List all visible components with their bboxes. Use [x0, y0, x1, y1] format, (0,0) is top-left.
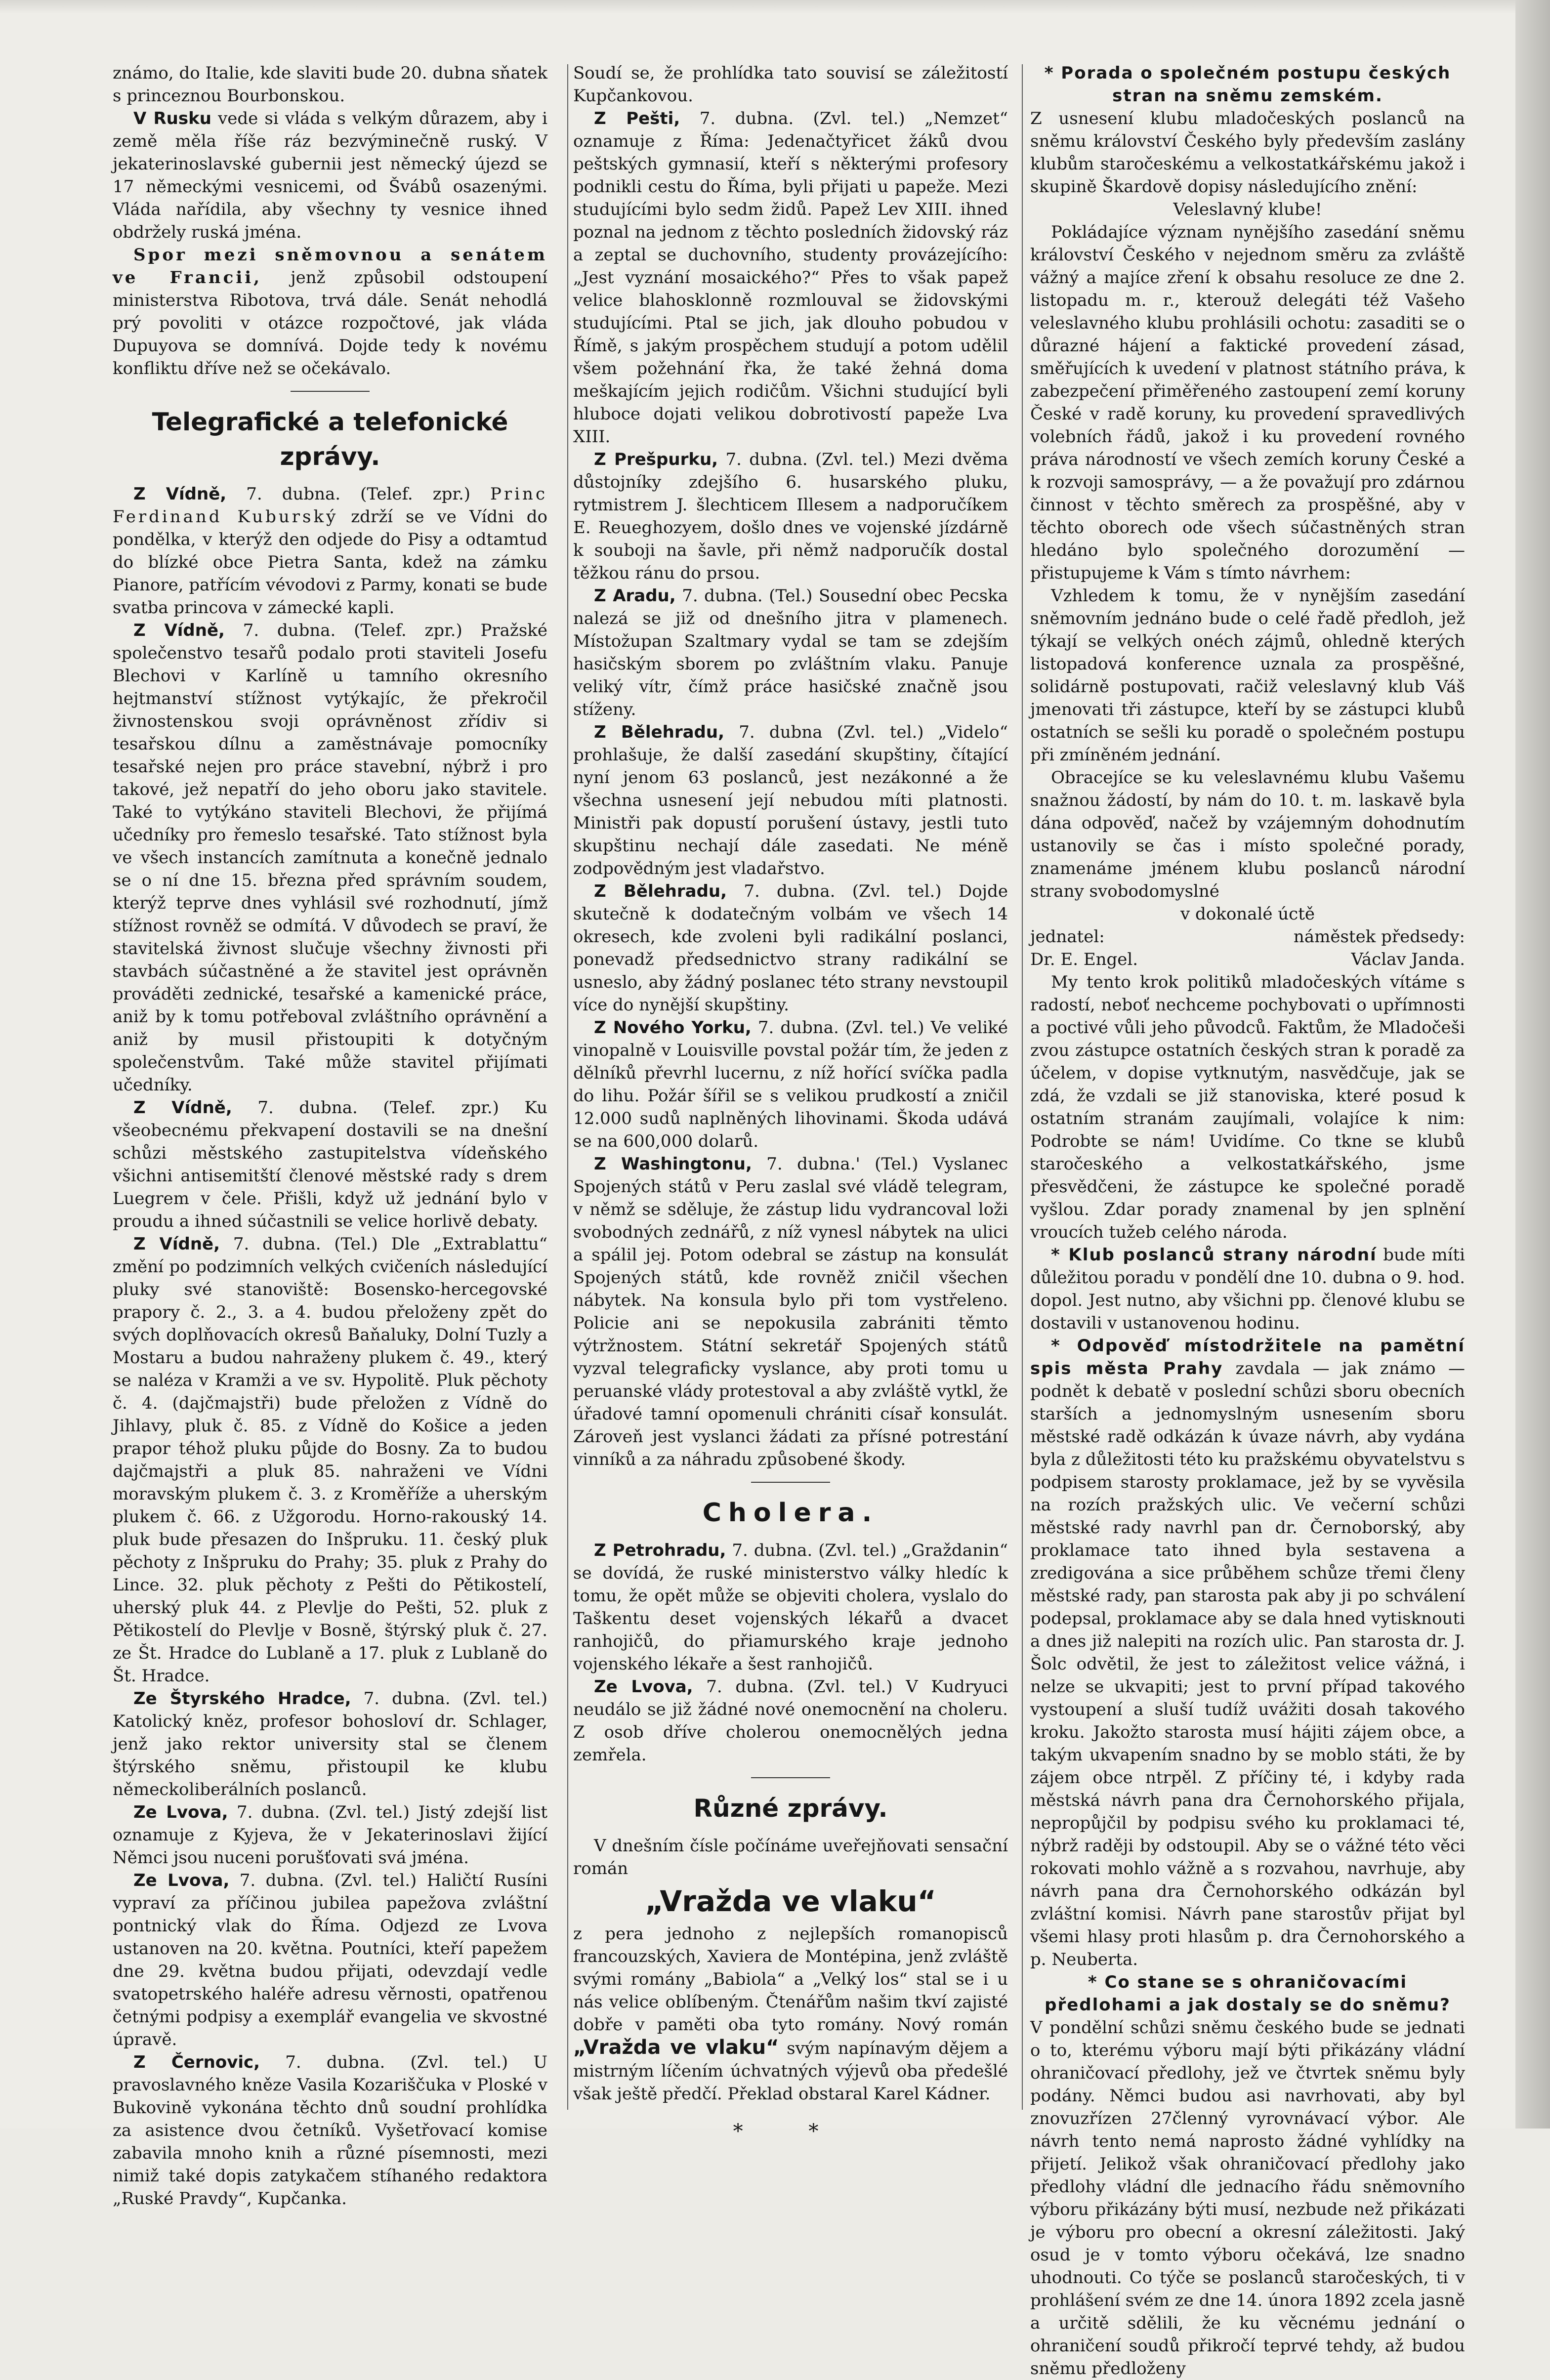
letter-signature-names: Dr. E. Engel. Václav Janda. — [1030, 950, 1465, 969]
closing-stars: * * — [733, 2120, 848, 2143]
scan-right-edge — [1515, 0, 1550, 2129]
telegram-1: Z Vídně, 7. dubna. (Telef. zpr.) Princ Ferdinand Kuburský zdrží se ve Vídni do pondělka, v kterýž den odjede do Pisy a odtamtud do blízké obce Pietra Santa, kdež na zámku Pianore, patřícím vévodovi z Parmy, konati se bude svatba princova v zámecké kapli. — [113, 484, 547, 618]
cholera-lvov: Ze Lvova, 7. dubna. (Zvl. tel.) V Kudryuci neudálo se již žádné nové onemocnění na choleru. Z osob dříve cholerou onemocnělých jedna zemřela. — [573, 1677, 1008, 1765]
telegram-presspurk: Z Prešpurku, 7. dubna. (Zvl. tel.) Mezi dvěma důstojníky zdejšího 6. husarského pluku, rytmistrem J. šlechticem Illesem a nadporučíkem E. Reueghozyem, došlo dnes ve vojenské jízdárně k souboji na šavle, při němž nadporučík dostal těžkou ránu do prsou. — [573, 450, 1008, 583]
column-divider-1 — [567, 64, 568, 2110]
letter-body-1: Pokládajíce význam nynějšího zasedání sněmu království Českého v nejednom směru za zvláště vážný a majíce zření k obsahu resoluce ze dne 2. listopadu m. r., kterouž delegáti též Vašeho veleslavného klubu prohlásili ochotu: zasaditi se o důrazné hájení a faktické provedení zásad, směřujících k uvedení v platnost státního práva, k zabezpečení přiměřeného zastoupení zemí koruny České v radě koruny, ku provedení spravedlivých volebních řádů, jakož i ku provedení rovného práva národností ve všech zemích koruny České a k rozvoji samosprávy, — a že považují pro zdárnou činnost v těchto směrech za prospěšné, aby v těchto oborech ode všech súčastněných stran hledáno bylo společného dorozumění — přistupujeme k Vám s tímto návrhem: — [1030, 222, 1465, 583]
dateline: V Rusku — [133, 109, 211, 128]
telegram-4: Z Vídně, 7. dubna. (Tel.) Dle „Extrablattu“ změní po podzimních velkých cvičeních následující pluky své stanoviště: Bosensko-hercegovské prapory č. 2., 3. a 4. budou přeloženy zpět do svých doplňovacích okresů Baňaluky, Dolní Tuzly a Mostaru a budou nahraženy plukem č. 49., který se naléza v Kramži a ve sv. Hypolitě. Pluk pěchoty č. 4. (dajčmajstři) bude přeložen z Vídně do Jihlavy, pluk č. 85. z Vídně do Košice a jeden prapor téhož pluku půjde do Bosny. Za to budou dajčmajstři a pluk 85. nahraženi ve Vídni moravským plukem č. 3. z Kroměříže a uherským plukem č. 66. z Užgorodu. Horno-rakouský 14. pluk bude přesazen do Inšpruku. 11. český pluk pěchoty z Inšpruku do Prahy; 35. pluk z Prahy do Lince. 32. pluk pěchoty z Pešti do Pětikostelí, uherský pluk 44. z Plevlje do Pešti, 52. pluk z Pětikostelí do Plevlje v Bosně, štýrský pluk č. 27. ze Št. Hradce do Lublaně a 17. pluk z Lublaně do Št. Hradce. — [113, 1234, 547, 1686]
telegram-pest: Z Pešti, 7. dubna. (Zvl. tel.) „Nemzet“ oznamuje z Říma: Jedenačtyřicet žáků dvou peštských gymnasií, kteří s některými profesory podnikli cestu do Říma, byli přijati u papeže. Mezi studujícími bylo sedm židů. Papež Lev XIII. ihned poznal na jednom z těchto posledních židovský ráz a zeptal se duchovního, studenty provázejícího: „Jest vyznání mosaického?“ Přes to však papež velice blahosklonně rozmlouval se židovskými studujícími. Ptal se jich, jak dlouho pobudou v Římě, s jakým prospěchem studují a potom udělil všem požehnání řka, že také žehná doma meškajícím jejich rodičům. Všichni studující byli hluboce dojati velikou dobrotivostí papeže Lva XIII. — [573, 109, 1008, 447]
editorial-comment: My tento krok politiků mladočeských vítáme s radostí, neboť nechceme pochybovati o upřímnosti a poctivé vůli jeho původců. Faktům, že Mladočeši zvou zástupce ostatních českých stran k poradě za účelem, v dopise vytknutým, nasvědčuje, jak se zdá, že vzdali se již stanoviska, které posud k ostatním stranám zaujímali, volajíce k nim: Podrobte se nám! Uvidíme. Co tkne se klubů staročeského a velkostatkářského, jsme přesvědčeni, že zástupce ke společné poradě vyšlou. Zdar porady znamenal by jen splnění vroucích tužeb celého národa. — [1030, 972, 1465, 1242]
divider — [751, 1482, 830, 1483]
article-continuation: Soudí se, že prohlídka tato souvisí se záležitostí Kupčankovou. — [573, 63, 1008, 106]
telegram-arad: Z Aradu, 7. dubna. (Tel.) Sousední obec Pecska nalezá se již od dnešního jitra v plamenech. Místožupan Szaltmary vydal se tam se zdejším hasičským sborem po zvláštním vlaku. Panuje veliký vítr, čímž práce hasičské značně jsou stíženy. — [573, 586, 1008, 719]
misc-text-2: z pera jednoho z nejlepších romanopisců francouzských, Xaviera de Montépina, jenž zvláště svými romány „Babiola“ a „Velký los“ stal se i u nás velice oblíbeným. Čtenářům našim tkví zajisté dobře v paměti oba tyto romány. Nový román „Vražda ve vlaku“ svým napínavým dějem a mistrným líčením úchvatných výjevů oba předešlé však ještě předčí. Překlad obstaral Karel Kádner. — [573, 1924, 1008, 2104]
telegram-washington: Z Washingtonu, 7. dubna.' (Tel.) Vyslanec Spojených států v Peru zaslal své vládě telegram, v němž se sděluje, že zástup lidu vydrancoval loži svobodných zednářů, z níž vynesl nábytek na ulici a spálil jej. Potom odebral se zástup na konsulát Spojených států, kde rovněž zničil všechen nábytek. Na konsula bylo při tom vystřeleno. Policie ani se nepokusila zabrániti těmto výtržnostem. Státní sekretář Spojených států vyzval telegraficky vyslance, aby proti tomu u peruanské vlády protestoval a aby zvláště vytkl, že úřadové tamní opomenuli chrániti císař konsulát. Zároveň jest vyslanci žádati za přísné potrestání vinníků a za náhradu způsobené škody. — [573, 1154, 1008, 1469]
section-title-cholera: Cholera. — [702, 1498, 879, 1528]
divider — [751, 1777, 830, 1778]
section-title-misc: Různé zprávy. — [693, 1794, 888, 1823]
divider — [291, 391, 370, 392]
article-boundary-bills: V pondělní schůzi sněmu českého bude se jednati o to, kterému výboru mají býti přikázány vládní ohraničovací předlohy, jež ve čtvrtek sněmu byly podány. Němci budou asi navrhovati, aby byl znovuzřízen 27členný vyrovnávací výbor. Ale návrh tento nemá naprosto žádné vyhlídky na přijetí. Jelikož však ohraničovací předlohy jako předlohy vládní dle jednacího řádu sněmovního výboru přikázány býti musí, nezbude než přikázati je výboru pro obecní a okresní záležitosti. Jaký osud je v tomto výboru očekává, lze snadno uhodnouti. Co týče se poslanců staročeských, ti v prohlášení svém ze dne 14. února 1892 zcela jasně a určitě sdělili, že ku věcnému jednání o ohraničení soudů přikročí teprvé tehdy, až budou sněmu předloženy — [1030, 2018, 1465, 2379]
heading-joint-action: * Porada o společném postupu českých stran na sněmu zemském. — [1044, 63, 1451, 106]
telegram-new-york: Z Nového Yorku, 7. dubna. (Zvl. tel.) Ve veliké vinopalně v Louisville povstal požár tím, že jeden z dělníků převrhl lucernu, z níž hořící svíčka padla do lihu. Požár šířil se s velikou prudkostí a zničil 12.000 sudů naplněných lihovinami. Škoda udává se na 600,000 dolarů. — [573, 1018, 1008, 1151]
letter-regards: v dokonalé úctě — [1180, 904, 1315, 924]
telegram-6: Ze Lvova, 7. dubna. (Zvl. tel.) Jistý zdejší list oznamuje z Kyjeva, že v Jekaterinoslavi žijící Němci jsou nuceni porušťovati svá jména. — [113, 1802, 548, 1868]
novel-title: „Vražda ve vlaku“ — [645, 1884, 936, 1918]
letter-body-2: Vzhledem k tomu, že v nynějším zasedání sněmovním jednáno bude o celé řadě předloh, jež týkají se velkých onéch zájmů, ohledně kterých listopadová konference uznala za prospěšné, solidárně postupovati, račiž veleslavný klub Váš jmenovati tři zástupce, kteří by se zástupci klubů ostatních se sešli ku poradě o společném postupu při zmíněném jednání. — [1030, 586, 1465, 765]
column-2 — [573, 62, 1008, 2143]
article-joint-intro: Z usnesení klubu mladočeských poslanců na sněmu království Českého byly především zaslány klubům staročeskému a velkostatkářskému jakož i skupině Škardově dopisy následujícího znění: — [1030, 109, 1465, 197]
article-governor-reply: * Odpověď místodržitele na pamětní spis města Prahy zavdala — jak známo — podnět k debatě v poslední schůzi sboru obecních starších a jednomyslným usnesením sboru městské radě odkázán k úvaze návrh, aby vydána byla z důležitosti této ku pražskému obyvatelstvu s podpisem starosty proklamace, jež by se vyvěsila na rozích pražských ulic. Ve večerní schůzi městské rady navrhl pan dr. Černoborský, aby proklamace tato ihned byla sestavena a zredigována a sice průběhem schůze třemi členy městské rady, pan starosta pak aby ji po schválení podepsal, proklamace aby se dala hned vytisknouti a dnes již nalepiti na rozích ulic. Pan starosta dr. J. Šolc odvětil, že jest to záležitost velice vážná, i nelze se ukvapiti; jest to první případ takového vystoupení a sluší tudíž uvážiti dosah takového kroku. Jakožto starosta musí hájiti zájem obce, a takým ukvapením snadno by se moblo státi, že by zájem obce ntrpěl. Z příčiny té, i kdyby rada městská návrh pana dra Černohorského přijala, nepropůjčil by podpisu svého ku proklamaci té, nýbrž raději by odstoupil. Aby se o vážné této věci rokovati mohlo vážně a s rozvahou, navrhuje, aby návrh pana dra Černohorského odkázán byl zvláštní komisi. Návrh pane starostův přijat byl všemi hlasy proti hlasům p. dra Černohorského a p. Neuberta. — [1030, 1336, 1465, 1969]
telegram-2: Z Vídně, 7. dubna. (Telef. zpr.) Pražské společenstvo tesařů podalo proti staviteli Josefu Blechovi v Karlíně u tamního okresního hejtmanství stížnost vytýkajíc, že překročil živnostenskou svoji oprávněnost zřídiv si tesařskou dílnu a zaměstnávaje pomocníky tesařské nejen pro práce stavební, nýbrž i pro takové, jež nepatří do jeho oboru jako stavitele. Také to vytýkáno staviteli Blechovi, že přijímá učedníky pro řemeslo tesařské. Tato stížnost byla ve všech instancích zamítnuta a konečně jednalo se o ní dne 15. března před správním soudem, kterýž teprve dnes vyhlásil své rozhodnutí, jímž stížnost rovněž se odmítá. V důvodech se praví, že stavitelská živnost slučuje všechny živnosti při stavbách súčastněné a že stavitel jest oprávněn prováděti zednické, tesařské a kamenické práce, aniž by k tomu potřeboval zvláštního oprávnění a aniž by musil přistoupiti k dotyčným společenstvům. Také může stavitel přijímati učedníky. — [113, 621, 548, 1095]
column-3 — [1030, 62, 1465, 2379]
telegram-belgrade-2: Z Bělehradu, 7. dubna. (Zvl. tel.) Dojde skutečně k dodatečným volbám ve všech 14 okresech, kde zvoleni byli radikální poslanci, ponevadž předsednictvo strany radikální se usneslo, aby žádný poslanec této strany nevstoupil více do nynější skupštiny. — [573, 881, 1008, 1015]
article-france: Spor mezi sněmovnou a senátem ve Francii, jenž způsobil odstoupení ministerstva Ribotova, trvá dále. Senát nehodlá prý povoliti v otázce rozpočtové, jak vláda Dupuyova se domnívá. Dojde tedy k novému konfliktu dříve než se očekávalo. — [113, 245, 547, 378]
letter-body-3: Obracejíce se ku veleslavnému klubu Vašemu snažnou žádostí, by nám do 10. t. m. laskavě byla dána odpověď, načež by vzájemným dohodnutím ustanovily se čas i místo společné porady, znamenáme jménem klubu poslanců národní strany svobodomyslné — [1030, 768, 1465, 901]
telegram-8: Z Černovic, 7. dubna. (Zvl. tel.) U pravoslavného kněze Vasila Kozariščuka v Ploské v Bukovině vykonána těchto dnů soudní prohlídka za asistence dvou četníků. Vyšetřovací komise zabavila mnoho knih a různé písemnosti, mezi nimiž také dopis zatykačem stíhaného redaktora „Ruské Pravdy“, Kupčanka. — [113, 2052, 547, 2209]
scan-top-edge — [0, 0, 1550, 14]
telegram-5: Ze Štyrského Hradce, 7. dubna. (Zvl. tel.) Katolický kněz, profesor bohosloví dr. Schlager, jenž jako rektor university stal se členem štýrského sněmu, přistoupil ke klubu německoliberálních poslanců. — [113, 1689, 548, 1799]
article-russia: V Rusku vede si vláda s velkým důrazem, aby i země měla říše ráz bezvýminečně ruský. V jekaterinoslavské gubernii jest německý újezd se 17 německými vesnicemi, od Švábů osazenými. Vláda nařídila, aby všechny ty vesnice ihned obdržely ruská jména. — [113, 109, 548, 242]
section-title-telegraphic: Telegrafické a telefonické zprávy. — [152, 408, 508, 471]
column-1 — [113, 62, 548, 2209]
letter-signature-roles: jednatel: náměstek předsedy: — [1030, 927, 1465, 947]
heading-boundary-bills: * Co stane se s ohraničovacími předlohami a jak dostaly se do sněmu? — [1045, 1972, 1451, 2015]
cholera-petersburg: Z Petrohradu, 7. dubna. (Zvl. tel.) „Graždanin“ se dovídá, že ruské ministerstvo války hledíc k tomu, že opět může se objeviti cholera, vyslalo do Taškentu deset vojenských lékařů a dvacet ranhojičů, do přiamurského kraje jednoho vojenského lékaře a šest ranhojičů. — [573, 1541, 1008, 1674]
letter-salutation: Veleslavný klube! — [1173, 200, 1322, 219]
telegram-belgrade-1: Z Bělehradu, 7. dubna (Zvl. tel.) „Videlo“ prohlašuje, že další zasedání skupštiny, čítající nyní jenom 63 poslanců, jest nezákonné a že všechna usnesení její nebudou míti platnosti. Ministři pak dopustí porušení ústavy, jestli tuto skupštinu nechají dále zasedati. Ne méně zodpovědným jest vladařstvo. — [573, 722, 1008, 878]
telegram-3: Z Vídně, 7. dubna. (Telef. zpr.) Ku všeobecnému překvapení dostavili se na dnešní schůzi městského zastupitelstva vídeňského všichni antisemitští členové městské rady s drem Luegrem v čele. Přišli, když už jednání bylo v proudu a ihned súčastnili se velice horlivě debaty. — [113, 1098, 547, 1231]
column-divider-2 — [1022, 64, 1023, 2110]
article-italy-tail: známo, do Italie, kde slaviti bude 20. dubna sňatek s princeznou Bourbonskou. — [113, 63, 547, 106]
article-club-meeting: * Klub poslanců strany národní bude míti důležitou poradu v pondělí dne 10. dubna o 9. hod. dopol. Jest nutno, aby všichni pp. členové klubu se dostavili v ustanovenou hodinu. — [1030, 1245, 1465, 1333]
misc-text-1: V dnešním čísle počínáme uveřejňovati sensační román — [573, 1836, 1008, 1879]
telegram-7: Ze Lvova, 7. dubna. (Zvl. tel.) Haličtí Rusíni vypraví za příčinou jubilea papežova zvláštní pontnický vlak do Říma. Odjezd ze Lvova ustanoven na 20. května. Poutníci, kteří papežem dne 29. května budou přijati, odevzdají vedle svatopetrského haléře adresu věrnosti, opatřenou četnými podpisy a exemplář evangelia ve skvostné úpravě. — [113, 1871, 547, 2049]
